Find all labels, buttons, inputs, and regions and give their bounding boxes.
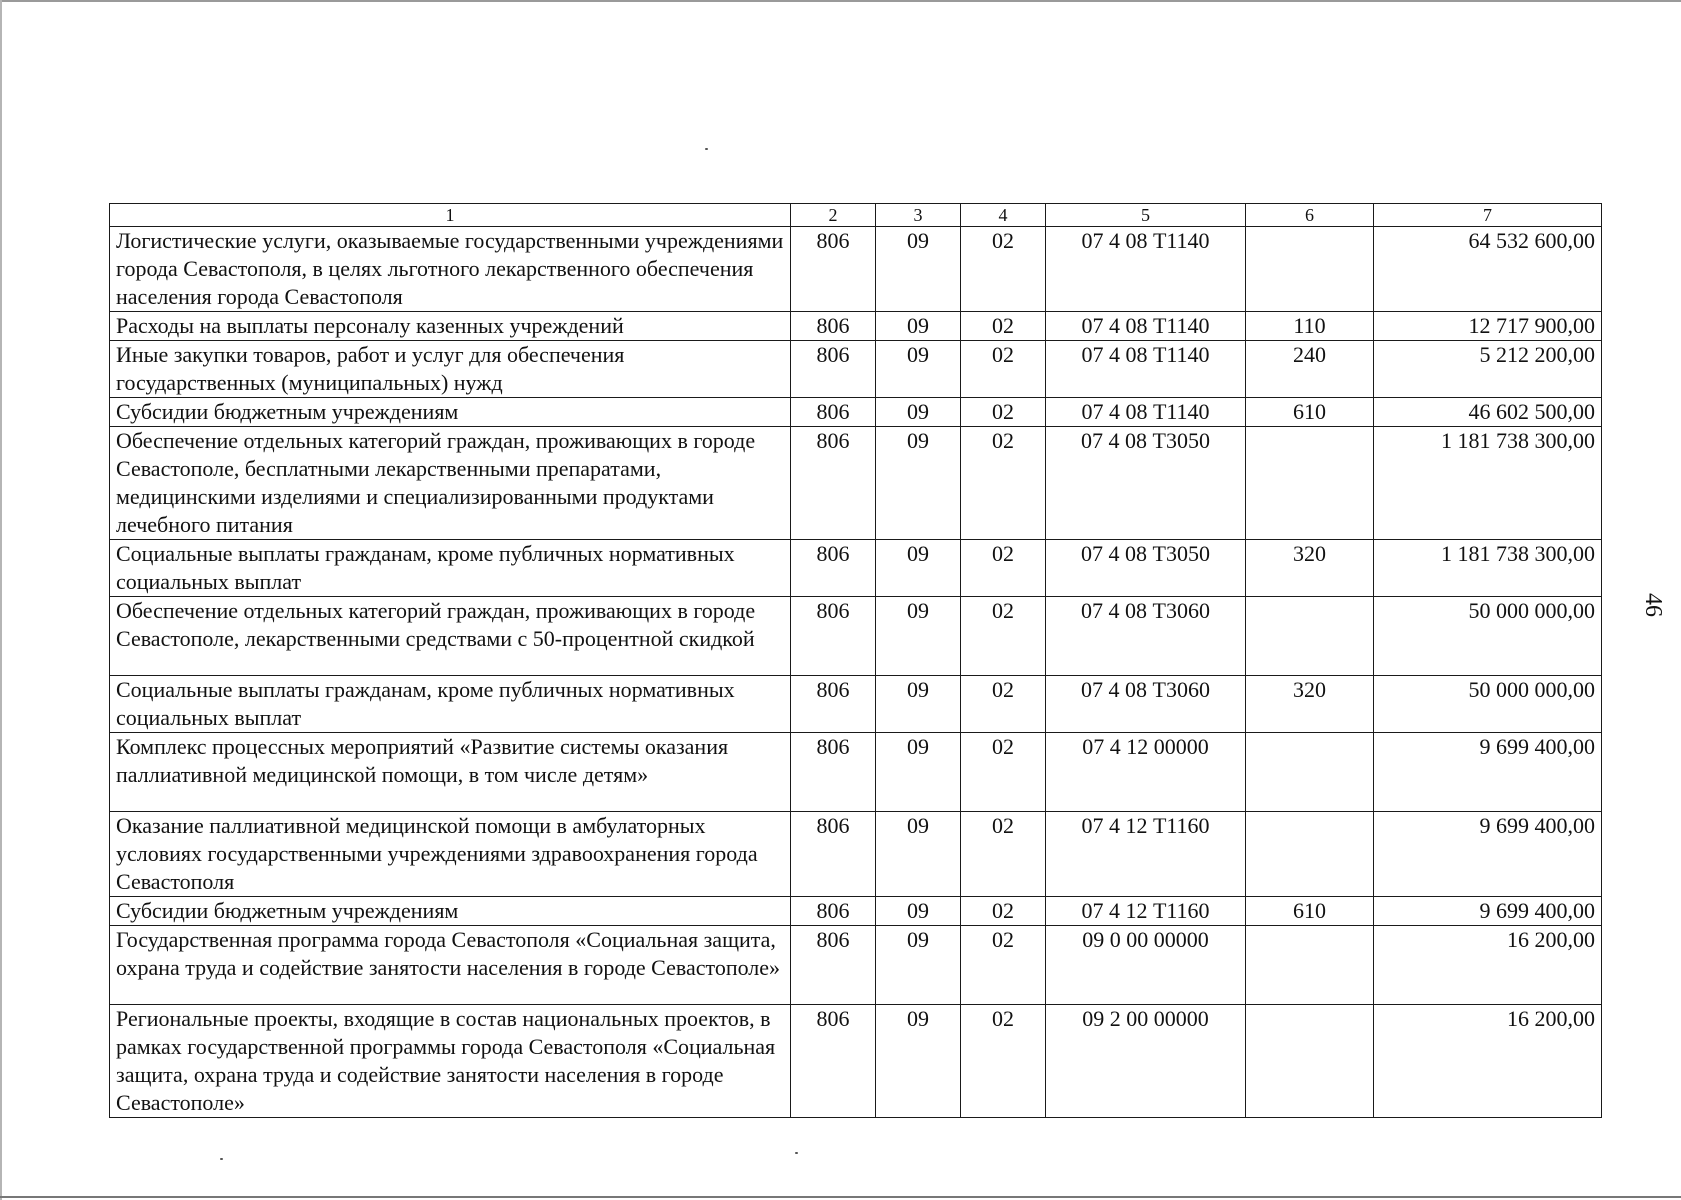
expense-type-code — [1246, 427, 1374, 540]
ministry-code: 806 — [791, 597, 876, 676]
subsection-code: 02 — [961, 926, 1046, 1005]
row-name: Социальные выплаты гражданам, кроме публичных нормативных социальных выплат — [110, 540, 791, 597]
subsection-code: 02 — [961, 227, 1046, 312]
row-amount: 50 000 000,00 — [1374, 597, 1602, 676]
section-code: 09 — [876, 312, 961, 341]
expense-type-code — [1246, 733, 1374, 812]
ministry-code: 806 — [791, 812, 876, 897]
table-row — [110, 312, 1602, 341]
row-name: Логистические услуги, оказываемые государственными учреждениями города Севастополя, в целях льготного лекарственного обеспечения населения города Севастополя — [110, 227, 791, 312]
ministry-code: 806 — [791, 227, 876, 312]
target-article-code: 07 4 08 Т3050 — [1046, 540, 1246, 597]
section-code: 09 — [876, 1005, 961, 1118]
table-row — [110, 540, 1602, 597]
expense-type-code: 320 — [1246, 540, 1374, 597]
row-amount: 16 200,00 — [1374, 1005, 1602, 1118]
target-article-code: 07 4 08 Т1140 — [1046, 341, 1246, 398]
row-name: Обеспечение отдельных категорий граждан, проживающих в городе Севастополе, лекарственными средствами с 50-процентной скидкой — [110, 597, 791, 676]
ministry-code: 806 — [791, 676, 876, 733]
subsection-code: 02 — [961, 540, 1046, 597]
target-article-code: 07 4 12 Т1160 — [1046, 812, 1246, 897]
expense-type-code: 610 — [1246, 398, 1374, 427]
budget-table — [109, 203, 1602, 1118]
section-code: 09 — [876, 926, 961, 1005]
row-amount: 5 212 200,00 — [1374, 341, 1602, 398]
expense-type-code — [1246, 812, 1374, 897]
column-header: 2 — [791, 204, 876, 227]
row-name: Оказание паллиативной медицинской помощи в амбулаторных условиях государственными учреждениями здравоохранения города Севастополя — [110, 812, 791, 897]
table-row — [110, 597, 1602, 676]
subsection-code: 02 — [961, 312, 1046, 341]
ministry-code: 806 — [791, 1005, 876, 1118]
scan-speck — [220, 1158, 223, 1160]
ministry-code: 806 — [791, 312, 876, 341]
table-row — [110, 897, 1602, 926]
section-code: 09 — [876, 341, 961, 398]
table-row — [110, 812, 1602, 897]
row-amount: 1 181 738 300,00 — [1374, 540, 1602, 597]
expense-type-code: 610 — [1246, 897, 1374, 926]
scan-speck — [795, 1152, 798, 1154]
section-code: 09 — [876, 597, 961, 676]
expense-type-code — [1246, 1005, 1374, 1118]
target-article-code: 09 2 00 00000 — [1046, 1005, 1246, 1118]
ministry-code: 806 — [791, 540, 876, 597]
ministry-code: 806 — [791, 398, 876, 427]
table-row — [110, 926, 1602, 1005]
table-row — [110, 398, 1602, 427]
row-name: Субсидии бюджетным учреждениям — [110, 897, 791, 926]
column-header: 1 — [110, 204, 791, 227]
row-amount: 9 699 400,00 — [1374, 812, 1602, 897]
ministry-code: 806 — [791, 427, 876, 540]
subsection-code: 02 — [961, 1005, 1046, 1118]
section-code: 09 — [876, 812, 961, 897]
subsection-code: 02 — [961, 597, 1046, 676]
row-amount: 9 699 400,00 — [1374, 897, 1602, 926]
target-article-code: 07 4 12 00000 — [1046, 733, 1246, 812]
expense-type-code: 110 — [1246, 312, 1374, 341]
row-amount: 1 181 738 300,00 — [1374, 427, 1602, 540]
row-name: Региональные проекты, входящие в состав национальных проектов, в рамках государственной программы города Севастополя «Социальная защита, охрана труда и содействие занятости населения в городе Севастополе» — [110, 1005, 791, 1118]
expense-type-code — [1246, 926, 1374, 1005]
row-name: Иные закупки товаров, работ и услуг для обеспечения государственных (муниципальных) нужд — [110, 341, 791, 398]
subsection-code: 02 — [961, 676, 1046, 733]
page-number: 46 — [1640, 593, 1666, 617]
table-row — [110, 733, 1602, 812]
row-name: Государственная программа города Севастополя «Социальная защита, охрана труда и содействие занятости населения в городе Севастополе» — [110, 926, 791, 1005]
scan-edge-left — [0, 0, 2, 1200]
expense-type-code: 240 — [1246, 341, 1374, 398]
section-code: 09 — [876, 676, 961, 733]
row-name: Субсидии бюджетным учреждениям — [110, 398, 791, 427]
row-amount: 46 602 500,00 — [1374, 398, 1602, 427]
row-name: Социальные выплаты гражданам, кроме публичных нормативных социальных выплат — [110, 676, 791, 733]
table-row — [110, 341, 1602, 398]
column-header: 6 — [1246, 204, 1374, 227]
subsection-code: 02 — [961, 398, 1046, 427]
row-name: Комплекс процессных мероприятий «Развитие системы оказания паллиативной медицинской помощи, в том числе детям» — [110, 733, 791, 812]
target-article-code: 07 4 08 Т3060 — [1046, 676, 1246, 733]
subsection-code: 02 — [961, 733, 1046, 812]
ministry-code: 806 — [791, 733, 876, 812]
section-code: 09 — [876, 227, 961, 312]
expense-type-code: 320 — [1246, 676, 1374, 733]
table-row — [110, 676, 1602, 733]
scan-speck — [705, 148, 708, 150]
row-amount: 50 000 000,00 — [1374, 676, 1602, 733]
section-code: 09 — [876, 398, 961, 427]
subsection-code: 02 — [961, 812, 1046, 897]
table-row — [110, 427, 1602, 540]
target-article-code: 07 4 08 Т1140 — [1046, 312, 1246, 341]
column-header: 7 — [1374, 204, 1602, 227]
target-article-code: 07 4 08 Т1140 — [1046, 398, 1246, 427]
target-article-code: 07 4 08 Т3060 — [1046, 597, 1246, 676]
row-name: Расходы на выплаты персоналу казенных учреждений — [110, 312, 791, 341]
header-row — [110, 204, 1602, 227]
scan-edge-bottom — [0, 1196, 1681, 1198]
section-code: 09 — [876, 540, 961, 597]
table-row — [110, 1005, 1602, 1118]
scan-edge-top — [0, 0, 1681, 2]
section-code: 09 — [876, 897, 961, 926]
subsection-code: 02 — [961, 427, 1046, 540]
section-code: 09 — [876, 427, 961, 540]
row-amount: 64 532 600,00 — [1374, 227, 1602, 312]
ministry-code: 806 — [791, 341, 876, 398]
row-amount: 12 717 900,00 — [1374, 312, 1602, 341]
column-header: 4 — [961, 204, 1046, 227]
column-header: 5 — [1046, 204, 1246, 227]
ministry-code: 806 — [791, 897, 876, 926]
target-article-code: 07 4 08 Т1140 — [1046, 227, 1246, 312]
expense-type-code — [1246, 227, 1374, 312]
target-article-code: 09 0 00 00000 — [1046, 926, 1246, 1005]
subsection-code: 02 — [961, 897, 1046, 926]
subsection-code: 02 — [961, 341, 1046, 398]
row-amount: 16 200,00 — [1374, 926, 1602, 1005]
row-amount: 9 699 400,00 — [1374, 733, 1602, 812]
row-name: Обеспечение отдельных категорий граждан, проживающих в городе Севастополе, бесплатными лекарственными препаратами, медицинскими изделиями и специализированными продуктами лечебного питания — [110, 427, 791, 540]
table-body — [110, 227, 1602, 1118]
expense-type-code — [1246, 597, 1374, 676]
target-article-code: 07 4 12 Т1160 — [1046, 897, 1246, 926]
ministry-code: 806 — [791, 926, 876, 1005]
section-code: 09 — [876, 733, 961, 812]
column-header: 3 — [876, 204, 961, 227]
target-article-code: 07 4 08 Т3050 — [1046, 427, 1246, 540]
table-row — [110, 227, 1602, 312]
